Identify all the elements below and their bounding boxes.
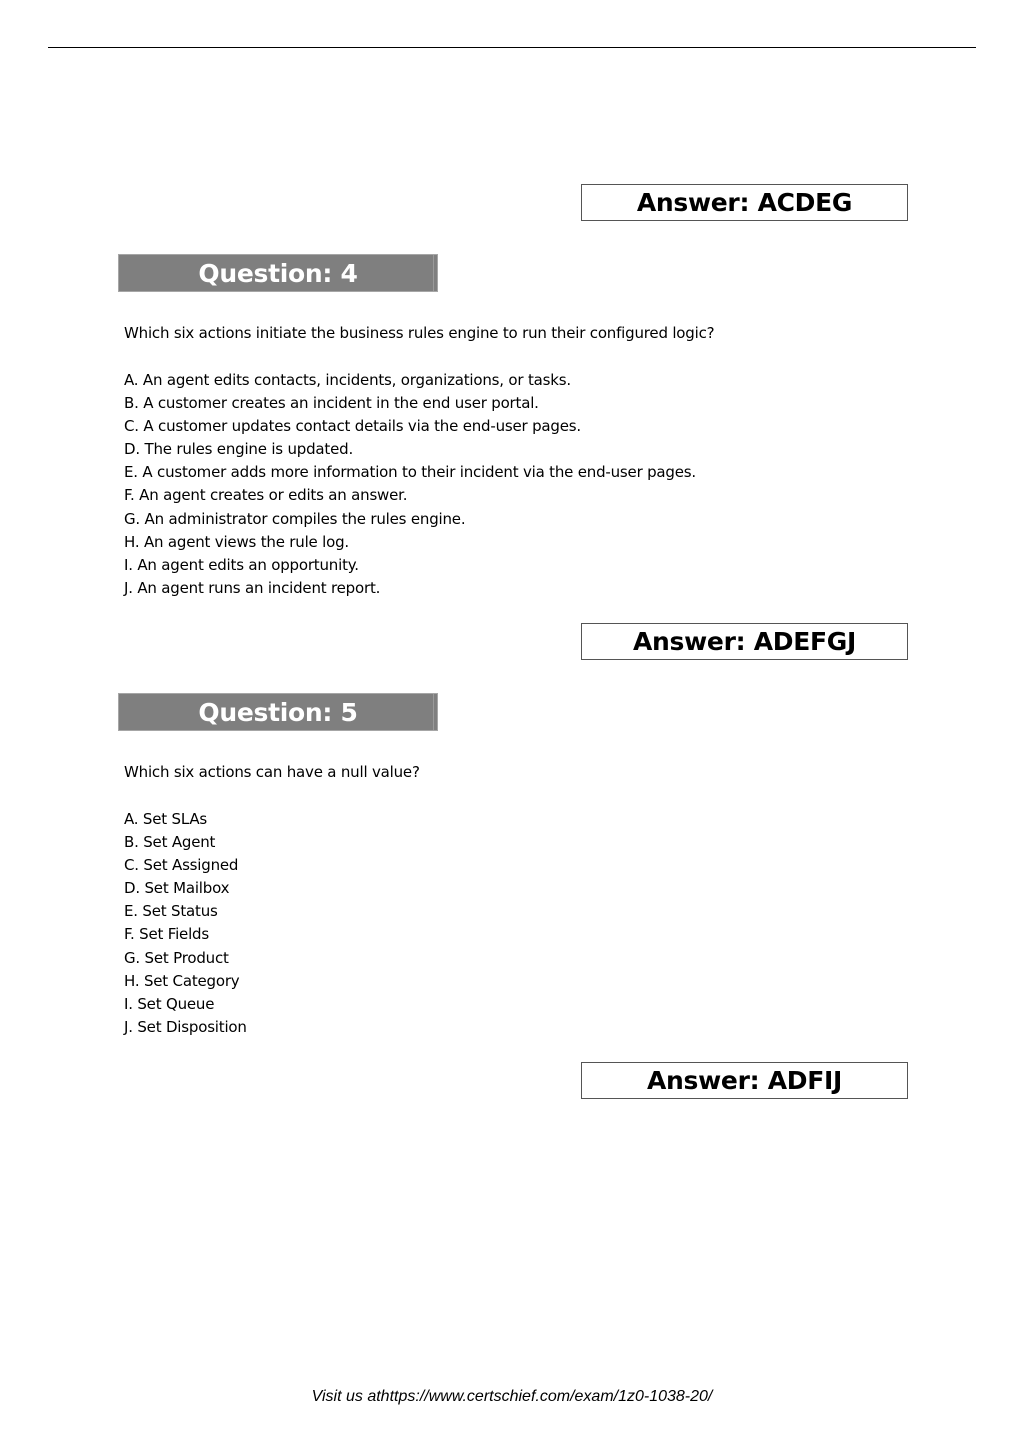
question-4-options (124, 369, 696, 600)
option-item: A. Set SLAs (124, 810, 208, 828)
option-item: E. A customer adds more information to their incident via the end-user pages. (124, 463, 696, 482)
option-item: H. Set Category (124, 971, 240, 990)
option-item: C. Set Assigned (124, 856, 239, 875)
option-item: F. Set Fields (124, 925, 209, 944)
question-5-banner: Question: 5 (118, 693, 438, 731)
answer-box-q3: Answer: ACDEG (581, 184, 908, 221)
question-4-banner: Question: 4 (118, 254, 438, 292)
question-4-text: Which six actions initiate the business rules engine to run their configured logic? (124, 324, 715, 342)
answer-box-q4: Answer: ADEFGJ (581, 623, 908, 660)
option-item: B. Set Agent (124, 833, 216, 852)
option-item: E. Set Status (124, 902, 218, 921)
option-item: C. A customer updates contact details via the end-user pages. (124, 417, 581, 436)
option-item: H. An agent views the rule log. (124, 532, 349, 551)
option-item: I. An agent edits an opportunity. (124, 555, 359, 574)
question-5-options (124, 808, 247, 1039)
header-rule (48, 47, 976, 48)
option-item: F. An agent creates or edits an answer. (124, 486, 408, 505)
question-5-text: Which six actions can have a null value? (124, 763, 420, 781)
answer-box-q5: Answer: ADFIJ (581, 1062, 908, 1099)
option-item: A. An agent edits contacts, incidents, organizations, or tasks. (124, 371, 571, 389)
option-item: I. Set Queue (124, 994, 215, 1013)
footer-link-text[interactable]: Visit us athttps://www.certschief.com/exam/1z0-1038-20/ (311, 1388, 713, 1405)
option-item: G. Set Product (124, 948, 229, 967)
option-item: J. An agent runs an incident report. (124, 578, 381, 597)
option-item: D. The rules engine is updated. (124, 440, 354, 459)
option-item: B. A customer creates an incident in the end user portal. (124, 394, 539, 413)
option-item: G. An administrator compiles the rules engine. (124, 509, 466, 528)
option-item: D. Set Mailbox (124, 879, 230, 898)
option-item: J. Set Disposition (124, 1017, 247, 1036)
